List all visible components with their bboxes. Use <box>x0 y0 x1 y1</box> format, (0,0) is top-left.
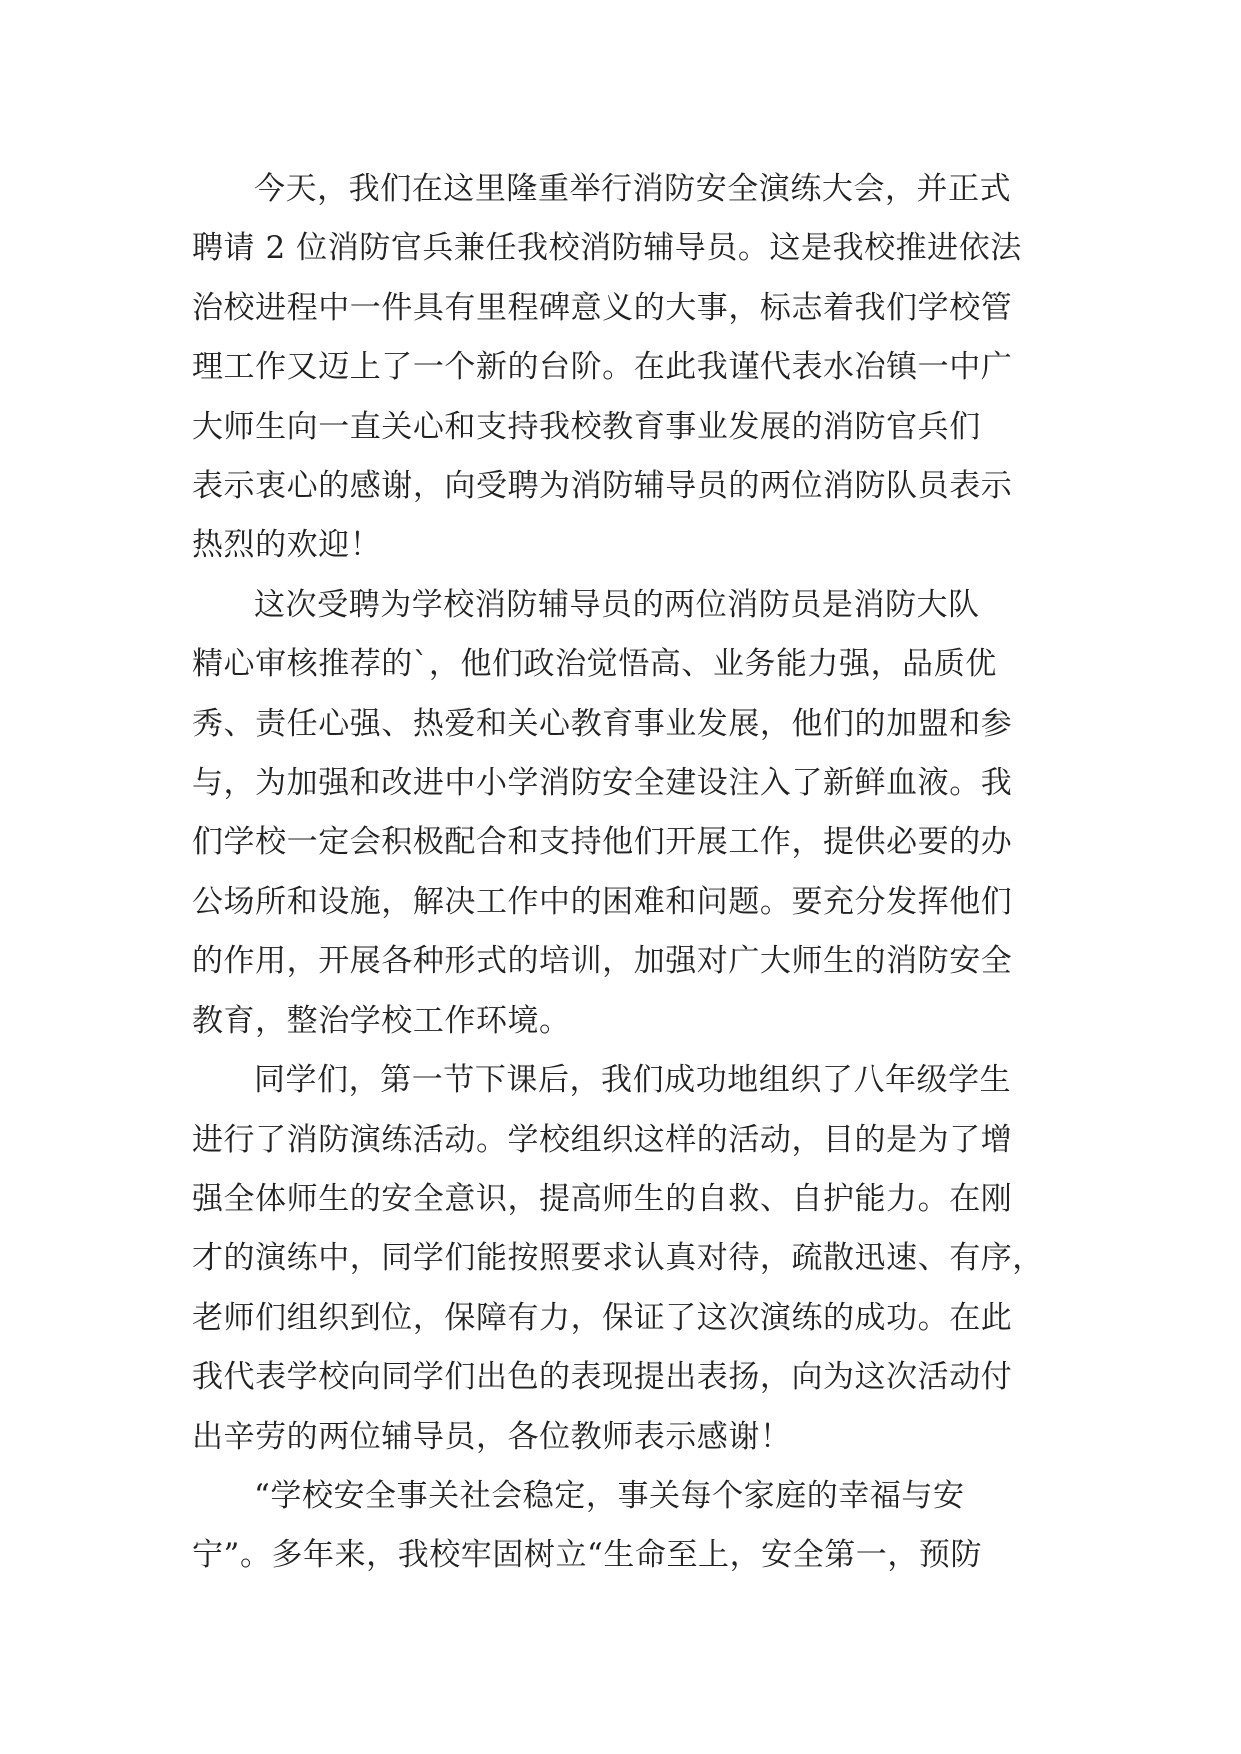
paragraph-3: 同学们，第一节下课后，我们成功地组织了八年级学生 进行了消防演练活动。学校组织这样的活动，目的是为了增 强全体师生的安全意识，提高师生的自救、自护能力。在刚 才的演练中，同学们能按照要求认真对待，疏散迅速、有序， 老师们组织到位，保障有力，保证了这次演练的成功。在此 我代表学校向同学们出色的表现提出表扬，向为这次活动付 出辛劳的两位辅导员，各位教师表示感谢！ <box>192 1062 1044 1455</box>
paragraph-2: 这次受聘为学校消防辅导员的两位消防员是消防大队 精心审核推荐的`，他们政治觉悟高、业务能力强，品质优 秀、责任心强、热爱和关心教育事业发展，他们的加盟和参 与，为加强和改进中小学消防安全建设注入了新鲜血液。我 们学校一定会积极配合和支持他们开展工作，提供必要的办 公场所和设施，解决工作中的困难和问题。要充分发挥他们 的作用，开展各种形式的培训，加强对广大师生的消防安全 教育，整治学校工作环境。 <box>192 586 1013 1039</box>
speech-body <box>192 160 1052 1586</box>
paragraph-4: “学校安全事关社会稳定，事关每个家庭的幸福与安 宁”。多年来，我校牢固树立“生命至上，安全第一，预防 <box>192 1477 982 1574</box>
paragraph-1: 今天，我们在这里隆重举行消防安全演练大会，并正式 聘请 2 位消防官兵兼任我校消防辅导员。这是我校推进依法 治校进程中一件具有里程碑意义的大事，标志着我们学校管 理工作又迈上了一个新的台阶。在此我谨代表水冶镇一中广 大师生向一直关心和支持我校教育事业发展的消防官兵们 表示衷心的感谢，向受聘为消防辅导员的两位消防队员表示 热烈的欢迎！ <box>192 171 1022 564</box>
